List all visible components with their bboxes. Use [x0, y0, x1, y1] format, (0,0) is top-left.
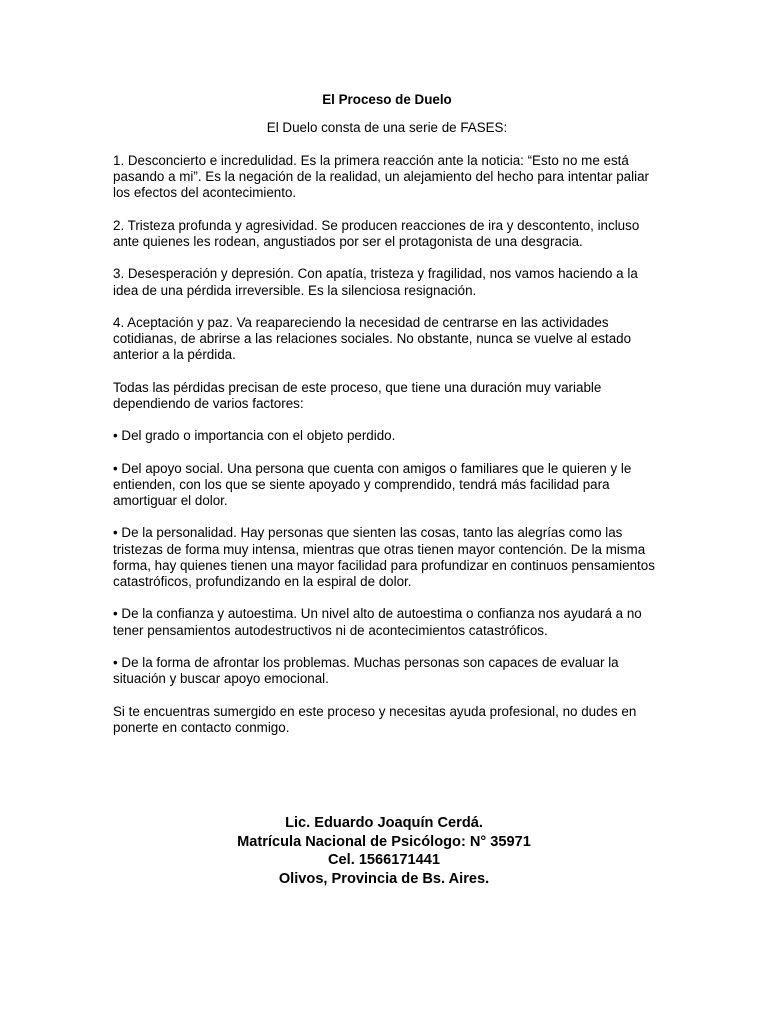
signature-phone: Cel. 1566171441	[328, 852, 440, 869]
bullet-grado: • Del grado o importancia con el objeto perdido.	[113, 428, 396, 444]
bullet-confianza: • De la confianza y autoestima. Un nivel alto de autoestima o confianza nos ayudará a no tener pensamientos autodestructivos ni de acontecimientos catastróficos.	[113, 606, 642, 638]
bullet-apoyo-social: • Del apoyo social. Una persona que cuenta con amigos o familiares que le quieren y le entienden, con los que se siente apoyado y comprendido, tendrá más facilidad para amortiguar el dolor.	[113, 460, 632, 509]
bullet-afrontar: • De la forma de afrontar los problemas. Muchas personas son capaces de evaluar la situación y buscar apoyo emocional.	[113, 655, 619, 687]
paragraph-phase-1: 1. Desconcierto e incredulidad. Es la primera reacción ante la noticia: “Esto no me está pasando a mi”. Es la negación de la realidad, un alejamiento del hecho para intentar paliar los efectos del acontecimiento.	[113, 152, 649, 201]
signature-name: Lic. Eduardo Joaquín Cerdá.	[285, 815, 483, 831]
signature-license: Matrícula Nacional de Psicólogo: N° 35971	[237, 833, 531, 850]
paragraph-phase-3: 3. Desesperación y depresión. Con apatía, tristeza y fragilidad, nos vamos haciendo a la idea de una pérdida irreversible. Es la silenciosa resignación.	[113, 266, 638, 298]
document-body	[113, 92, 661, 752]
paragraph-factors-intro: Todas las pérdidas precisan de este proceso, que tiene una duración muy variable dependiendo de varios factores:	[113, 379, 602, 411]
signature-location: Olivos, Provincia de Bs. Aires.	[278, 870, 490, 887]
document-title: El Proceso de Duelo	[322, 92, 452, 107]
paragraph-phase-4: 4. Aceptación y paz. Va reapareciendo la necesidad de centrarse en las actividades cotidianas, de abrirse a las relaciones sociales. No obstante, nunca se vuelve al estado anterior a la pérdida.	[113, 314, 632, 363]
paragraph-contact: Si te encuentras sumergido en este proceso y necesitas ayuda profesional, no dudes en ponerte en contacto conmigo.	[113, 703, 637, 735]
document-intro: El Duelo consta de una serie de FASES:	[266, 120, 508, 136]
signature-block	[0, 814, 768, 888]
paragraph-phase-2: 2. Tristeza profunda y agresividad. Se producen reacciones de ira y descontento, incluso ante quienes les rodean, angustiados por ser el protagonista de una desgracia.	[113, 217, 640, 249]
bullet-personalidad: • De la personalidad. Hay personas que sienten las cosas, tanto las alegrías como las tristezas de forma muy intensa, mientras que otras tienen mayor contención. De la misma forma, hay quienes tienen una mayor facilidad para profundizar en continuos pensamientos catastróficos, profundizando en la espiral de dolor.	[113, 525, 655, 590]
